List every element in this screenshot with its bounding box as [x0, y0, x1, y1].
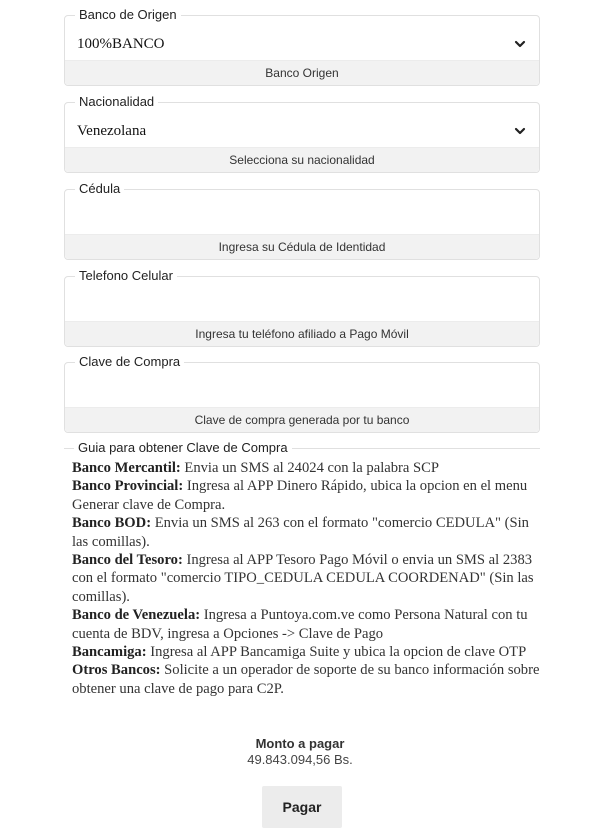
chevron-down-icon [513, 124, 527, 138]
guide-item-bancamiga [72, 643, 542, 661]
nacionalidad-select[interactable] [65, 117, 539, 145]
guide-item-provincial [72, 477, 542, 514]
guide-bank-name: Otros Bancos: [72, 662, 161, 679]
nacionalidad-legend: Nacionalidad [75, 94, 158, 109]
guide-bank-name: Banco de Venezuela: [72, 607, 201, 624]
guide-item-otros [72, 661, 542, 698]
guide-item-bod [72, 514, 542, 551]
guide-item-venezuela [72, 606, 542, 643]
clave-field [64, 354, 540, 433]
telefono-field [64, 268, 540, 347]
guide-text: Ingresa a Puntoya.com.ve como Persona Natural con tu cuenta de BDV, ingresa a Opciones -> Clave de Pago [72, 607, 528, 642]
guide-bank-name: Banco del Tesoro: [72, 552, 183, 569]
guide-text: Ingresa al APP Bancamiga Suite y ubica la opcion de clave OTP [146, 644, 527, 661]
amount-section [0, 736, 600, 767]
banco-origen-legend: Banco de Origen [75, 7, 181, 22]
guide-text: Solicite a un operador de soporte de su banco información sobre obtener una clave de pago para C2P. [72, 662, 540, 697]
telefono-input[interactable] [65, 283, 539, 323]
clave-helper: Clave de compra generada por tu banco [65, 407, 539, 432]
guide-legend: Guia para obtener Clave de Compra [74, 440, 292, 455]
guide-text: Envia un SMS al 263 con el formato "comercio CEDULA" (Sin las comillas). [72, 515, 529, 550]
banco-origen-field [64, 7, 540, 86]
guide-text: Envia un SMS al 24024 con la palabra SCP [180, 460, 439, 476]
nacionalidad-field [64, 94, 540, 173]
guide-text: Ingresa al APP Tesoro Pago Móvil o envia un SMS al 2383 con el formato "comercio TIPO_CEDULA CEDULA COORDENAD" (Sin las comillas). [72, 552, 534, 605]
cedula-field [64, 181, 540, 260]
guide-body [72, 459, 542, 698]
banco-origen-select[interactable] [65, 30, 539, 58]
amount-value: 49.843.094,56 Bs. [247, 752, 353, 767]
guide-text: Ingresa al APP Dinero Rápido, ubica la opcion en el menu Generar clave de Compra. [72, 478, 528, 513]
amount-label: Monto a pagar [255, 736, 345, 751]
guide-bank-name: Banco BOD: [72, 515, 152, 532]
telefono-legend: Telefono Celular [75, 268, 177, 283]
banco-origen-helper: Banco Origen [65, 60, 539, 85]
guide-item-tesoro [72, 551, 542, 606]
telefono-helper: Ingresa tu teléfono afiliado a Pago Móvil [65, 321, 539, 346]
clave-legend: Clave de Compra [75, 354, 184, 369]
guide-bank-name: Banco Provincial: [72, 478, 184, 495]
banco-origen-value: 100%BANCO [77, 35, 165, 52]
cedula-legend: Cédula [75, 181, 124, 196]
guide-bank-name: Banco Mercantil: [72, 460, 181, 476]
guide-item-mercantil [72, 459, 542, 477]
clave-input[interactable] [65, 369, 539, 409]
guide-bank-name: Bancamiga: [72, 644, 147, 661]
pay-button[interactable]: Pagar [262, 786, 342, 828]
nacionalidad-value: Venezolana [77, 122, 147, 139]
cedula-input[interactable] [65, 196, 539, 236]
nacionalidad-helper: Selecciona su nacionalidad [65, 147, 539, 172]
cedula-helper: Ingresa su Cédula de Identidad [65, 234, 539, 259]
chevron-down-icon [513, 37, 527, 51]
